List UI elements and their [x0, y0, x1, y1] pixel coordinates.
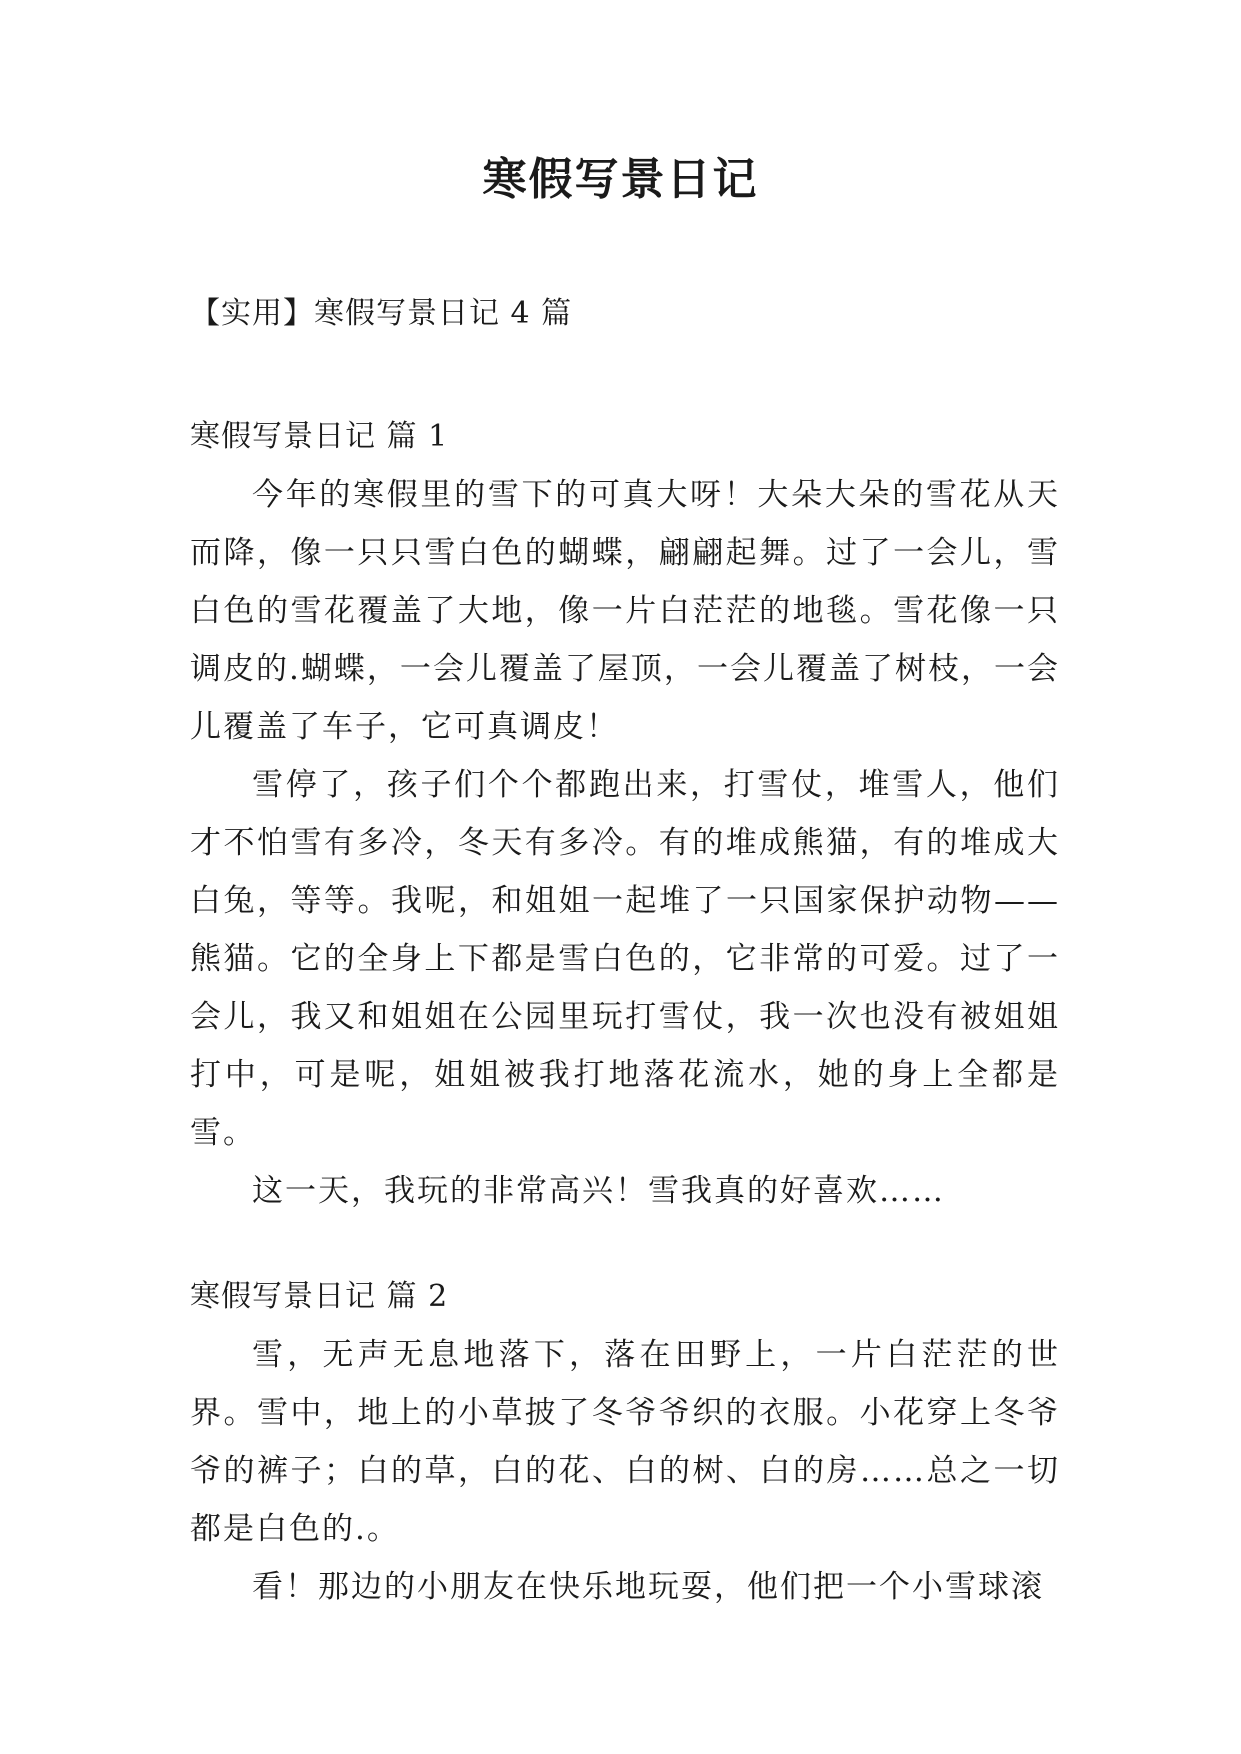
- paragraph: 这一天，我玩的非常高兴！雪我真的好喜欢……: [252, 1173, 945, 1209]
- section-heading: 寒假写景日记 篇 1: [190, 419, 449, 454]
- diary-section-1: [190, 408, 1060, 1220]
- diary-section-2: [190, 1268, 1060, 1616]
- page-title: 寒假写景日记: [482, 154, 759, 205]
- document-body: [190, 408, 1060, 1616]
- paragraph: 雪停了，孩子们个个都跑出来，打雪仗，堆雪人，他们才不怕雪有多冷，冬天有多冷。有的堆成熊猫，有的堆成大白兔，等等。我呢，和姐姐一起堆了一只国家保护动物——熊猫。它的全身上下都是雪白色的，它非常的可爱。过了一会儿，我又和姐姐在公园里玩打雪仗，我一次也没有被姐姐打中，可是呢，姐姐被我打地落花流水，她的身上全都是雪。: [190, 767, 1060, 1151]
- paragraph: 雪，无声无息地落下，落在田野上，一片白茫茫的世界。雪中，地上的小草披了冬爷爷织的衣服。小花穿上冬爷爷的裤子；白的草，白的花、白的树、白的房……总之一切都是白色的.。: [190, 1337, 1060, 1547]
- section-spacer: [190, 1220, 1060, 1268]
- paragraph: 看！那边的小朋友在快乐地玩耍，他们把一个小雪球滚: [252, 1569, 1044, 1605]
- document-subtitle: 【实用】寒假写景日记 4 篇: [190, 296, 573, 331]
- paragraph: 今年的寒假里的雪下的可真大呀！大朵大朵的雪花从天而降，像一只只雪白色的蝴蝶，翩翩起舞。过了一会儿，雪白色的雪花覆盖了大地，像一片白茫茫的地毯。雪花像一只调皮的.蝴蝶，一会儿覆盖了屋顶，一会儿覆盖了树枝，一会儿覆盖了车子，它可真调皮！: [190, 477, 1060, 745]
- section-heading: 寒假写景日记 篇 2: [190, 1279, 449, 1314]
